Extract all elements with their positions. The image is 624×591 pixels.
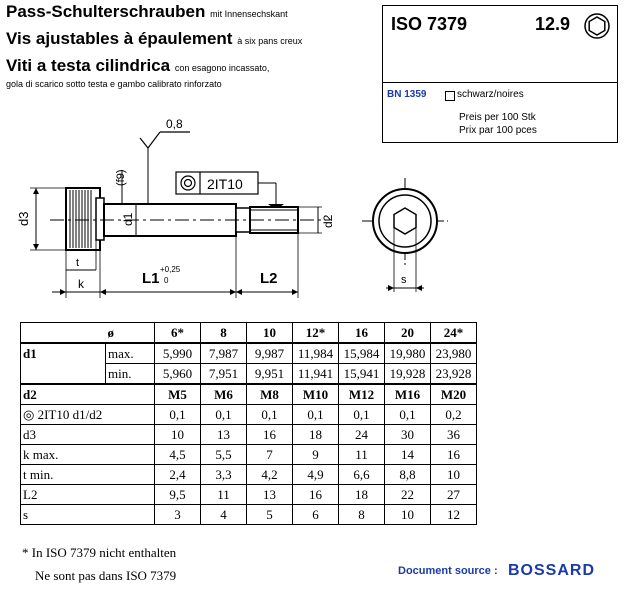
title-line-2: [6, 29, 302, 49]
row-label: d1: [21, 343, 106, 364]
table-cell: 4,5: [155, 445, 201, 465]
table-cell: 14: [385, 445, 431, 465]
table-cell: 9,987: [247, 343, 293, 364]
bn-number: BN 1359: [387, 89, 427, 100]
price-unit-de: Preis per 100 Stk: [459, 112, 536, 123]
table-cell: 12: [431, 505, 477, 525]
header-empty-cell: [21, 323, 106, 344]
title-line-3-suffix: con esagono incassato,: [174, 63, 270, 73]
d3-label: d3: [16, 211, 31, 226]
title-line-4: gola di scarico sotto testa e gambo calibrato rinforzato: [6, 79, 222, 89]
table-cell: M16: [385, 384, 431, 405]
table-row: [21, 485, 477, 505]
table-cell: 10: [155, 425, 201, 445]
table-cell: 10: [385, 505, 431, 525]
tolerance-value: 2IT10: [207, 176, 243, 192]
title-line-1-text: Pass-Schulterschrauben: [6, 2, 206, 21]
table-cell: 0,1: [339, 405, 385, 425]
row-label: [21, 364, 106, 385]
t-label: t: [76, 257, 80, 269]
table-cell: 11,984: [293, 343, 339, 364]
size-header-cell: 20: [385, 323, 431, 344]
iso-number: ISO 7379: [391, 14, 468, 34]
table-cell: 15,941: [339, 364, 385, 385]
title-line-3-text: Viti a testa cilindrica: [6, 56, 171, 75]
table-cell: 9,5: [155, 485, 201, 505]
l1-label: L1: [142, 270, 160, 287]
screw-head: [66, 188, 104, 250]
table-cell: 4,9: [293, 465, 339, 485]
l1-tol-lower: 0: [164, 276, 169, 285]
table-cell: 0,1: [155, 405, 201, 425]
title-line-2-suffix: à six pans creux: [237, 36, 303, 46]
d1-label: d1: [121, 212, 135, 226]
table-cell: 10: [431, 465, 477, 485]
table-cell: 4,2: [247, 465, 293, 485]
table-cell: 0,1: [385, 405, 431, 425]
finish-label: schwarz/noires: [457, 89, 524, 100]
row-label: k max.: [21, 445, 155, 465]
title-line-2-text: Vis ajustables à épaulement: [6, 29, 233, 48]
table-cell: 7,951: [201, 364, 247, 385]
table-row: [21, 343, 477, 364]
table-cell: 5,990: [155, 343, 201, 364]
row-label: t min.: [21, 465, 155, 485]
row-label: d3: [21, 425, 155, 445]
table-row: [21, 425, 477, 445]
table-cell: 3,3: [201, 465, 247, 485]
table-cell: 6,6: [339, 465, 385, 485]
table-cell: 24: [339, 425, 385, 445]
table-cell: 6: [293, 505, 339, 525]
table-cell: 13: [201, 425, 247, 445]
table-cell: 16: [247, 425, 293, 445]
d2-label: d2: [321, 214, 335, 228]
table-cell: 5,5: [201, 445, 247, 465]
table-cell: M10: [293, 384, 339, 405]
table-cell: M8: [247, 384, 293, 405]
table-cell: 2,4: [155, 465, 201, 485]
title-line-1-suffix: mit Innensechskant: [210, 9, 288, 19]
table-cell: 15,984: [339, 343, 385, 364]
footnote-de: * In ISO 7379 nicht enthalten: [22, 545, 177, 560]
roughness-symbol: [140, 117, 190, 148]
strength-grade: 12.9: [535, 14, 571, 34]
table-cell: 11,941: [293, 364, 339, 385]
table-cell: 11: [201, 485, 247, 505]
table-cell: 9: [293, 445, 339, 465]
table-cell: 36: [431, 425, 477, 445]
table-cell: 0,1: [293, 405, 339, 425]
footnote-fr: Ne sont pas dans ISO 7379: [35, 568, 177, 583]
table-row: [21, 384, 477, 405]
size-header-cell: 6*: [155, 323, 201, 344]
l1-tol-upper: +0,25: [160, 265, 181, 274]
table-cell: 16: [431, 445, 477, 465]
roughness-value: 0,8: [166, 117, 183, 131]
table-cell: 4: [201, 505, 247, 525]
table-header-row: [21, 323, 477, 344]
row-label: L2: [21, 485, 155, 505]
table-cell: M20: [431, 384, 477, 405]
table-cell: 0,1: [247, 405, 293, 425]
l2-label: L2: [260, 270, 278, 287]
table-row: [21, 465, 477, 485]
table-cell: 7,987: [201, 343, 247, 364]
size-header-cell: 12*: [293, 323, 339, 344]
table-cell: 23,928: [431, 364, 477, 385]
table-cell: 9,951: [247, 364, 293, 385]
row-label: s: [21, 505, 155, 525]
hex-socket-shape: [394, 208, 416, 234]
table-row: [21, 405, 477, 425]
table-row: [21, 505, 477, 525]
table-cell: 27: [431, 485, 477, 505]
table-cell: 8: [339, 505, 385, 525]
table-cell: 3: [155, 505, 201, 525]
diameter-symbol: ø: [106, 323, 155, 344]
row-label: ◎ 2IT10 d1/d2: [21, 405, 155, 425]
technical-drawing: [0, 100, 624, 315]
table-row: [21, 445, 477, 465]
size-header-cell: 24*: [431, 323, 477, 344]
k-label: k: [78, 277, 84, 291]
table-cell: 16: [293, 485, 339, 505]
table-cell: 0,1: [201, 405, 247, 425]
s-label: s: [401, 274, 407, 286]
table-row: [21, 364, 477, 385]
table-cell: 5: [247, 505, 293, 525]
size-header-cell: 8: [201, 323, 247, 344]
table-cell: 19,980: [385, 343, 431, 364]
row-label: d2: [21, 384, 155, 405]
table-cell: 7: [247, 445, 293, 465]
row-sublabel: min.: [106, 364, 155, 385]
table-cell: M5: [155, 384, 201, 405]
size-header-cell: 16: [339, 323, 385, 344]
fit-label: (f9): [115, 169, 127, 186]
table-cell: 22: [385, 485, 431, 505]
table-cell: 8,8: [385, 465, 431, 485]
price-unit-fr: Prix par 100 pces: [459, 125, 537, 136]
table-cell: 5,960: [155, 364, 201, 385]
table-cell: 19,928: [385, 364, 431, 385]
table-cell: 18: [293, 425, 339, 445]
table-cell: M6: [201, 384, 247, 405]
table-cell: 30: [385, 425, 431, 445]
dimensions-table: [20, 322, 477, 525]
row-sublabel: max.: [106, 343, 155, 364]
table-cell: 11: [339, 445, 385, 465]
title-line-3: [6, 56, 269, 76]
hex-socket-icon: [583, 12, 611, 40]
size-header-cell: 10: [247, 323, 293, 344]
brand-logo: BOSSARD: [508, 562, 596, 579]
table-cell: 13: [247, 485, 293, 505]
end-view: [362, 178, 448, 292]
table-cell: 23,980: [431, 343, 477, 364]
table-cell: M12: [339, 384, 385, 405]
title-line-1: [6, 2, 288, 22]
table-cell: 0,2: [431, 405, 477, 425]
table-cell: 18: [339, 485, 385, 505]
standard-header: [383, 6, 617, 83]
document-source-label: Document source :: [398, 565, 498, 577]
